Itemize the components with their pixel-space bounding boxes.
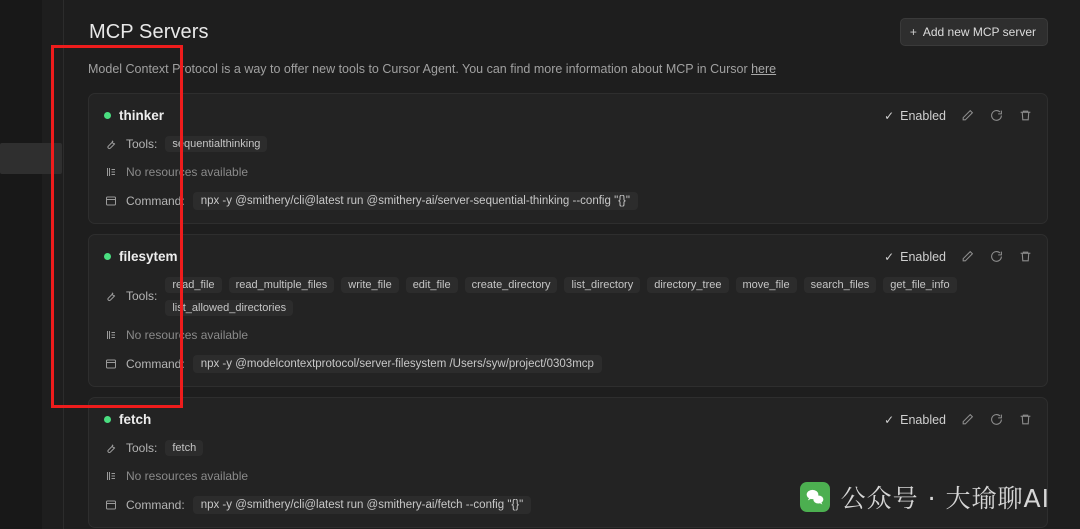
server-list [88,93,1048,528]
description-text: Model Context Protocol is a way to offer new tools to Cursor Agent. You can find more information about MCP in Cursor [88,62,752,76]
check-icon: ✓ [884,108,895,123]
terminal-icon [104,498,118,512]
server-actions [884,108,1033,123]
tools-row [104,136,1033,153]
server-identity [104,108,164,123]
pencil-icon[interactable] [960,412,975,427]
check-icon: ✓ [884,412,895,427]
plus-icon: + [909,25,917,39]
tool-tag[interactable]: write_file [341,277,398,293]
layers-icon [104,328,118,342]
wrench-icon [104,441,118,455]
layers-icon [104,165,118,179]
tool-tag[interactable]: search_files [804,277,877,293]
tool-tag[interactable]: read_multiple_files [229,277,335,293]
watermark-text: 公众号 · 大瑜聊AI [840,484,1050,513]
tool-tag[interactable]: get_file_info [883,277,956,293]
command-value[interactable]: npx -y @smithery/cli@latest run @smithery-ai/fetch --config "{}" [193,496,531,514]
tool-tag[interactable]: fetch [165,440,203,456]
resources-row [104,164,1033,181]
tool-tag[interactable]: edit_file [406,277,458,293]
status-badge[interactable] [884,109,946,123]
layers-icon [104,469,118,483]
tool-tag[interactable]: list_directory [564,277,640,293]
tools-label: Tools: [126,137,158,152]
wrench-icon [104,289,118,303]
add-new-mcp-server-label: Add new MCP server [922,25,1036,39]
page-title: MCP Servers [89,20,209,43]
pencil-icon[interactable] [960,249,975,264]
tool-tag[interactable]: move_file [736,277,797,293]
status-dot-green-icon [104,416,111,423]
tool-tag[interactable]: list_allowed_directories [165,300,293,316]
server-identity [104,412,151,427]
server-card-header [104,107,1033,125]
watermark [800,479,1050,515]
trash-icon[interactable] [1018,412,1033,427]
resources-label: No resources available [126,469,249,484]
status-badge[interactable] [884,250,946,264]
tool-tag[interactable]: read_file [165,277,221,293]
server-name: filesytem [119,249,178,265]
server-actions [884,249,1033,264]
panel-description [88,60,1048,79]
status-dot-green-icon [104,253,111,260]
refresh-icon[interactable] [989,108,1004,123]
status-label: Enabled [900,249,946,264]
mcp-docs-link[interactable]: here [751,62,777,76]
server-identity [104,249,178,264]
settings-panel [64,0,1080,529]
server-card-header [104,248,1033,266]
command-label: Command: [126,497,185,512]
command-value[interactable]: npx -y @smithery/cli@latest run @smithery-ai/server-sequential-thinking --config "{}" [193,192,638,210]
server-card-header [104,411,1033,429]
server-actions [884,412,1033,427]
server-name: thinker [119,108,165,124]
resources-label: No resources available [126,328,249,343]
wechat-icon [800,482,830,512]
tools-tag-list [165,440,203,456]
server-name: fetch [119,412,152,428]
refresh-icon[interactable] [989,412,1004,427]
status-dot-green-icon [104,112,111,119]
add-new-mcp-server-button[interactable] [900,18,1048,46]
sidebar-tab-placeholder[interactable] [0,143,62,174]
check-icon: ✓ [884,249,895,264]
command-row [104,355,1033,373]
resources-label: No resources available [126,165,249,180]
status-label: Enabled [900,108,946,123]
status-badge[interactable] [884,413,946,427]
panel-header [88,18,1048,46]
command-label: Command: [126,193,185,208]
tools-label: Tools: [126,441,158,456]
terminal-icon [104,357,118,371]
refresh-icon[interactable] [989,249,1004,264]
resources-row [104,327,1033,344]
tools-row [104,440,1033,457]
server-card [88,93,1048,224]
command-label: Command: [126,356,185,371]
wrench-icon [104,137,118,151]
trash-icon[interactable] [1018,108,1033,123]
tools-row [104,277,1033,316]
tools-label: Tools: [126,289,158,304]
tools-tag-list [165,136,267,152]
command-row [104,192,1033,210]
tool-tag[interactable]: sequentialthinking [165,136,267,152]
terminal-icon [104,194,118,208]
activity-bar [0,0,42,529]
pencil-icon[interactable] [960,108,975,123]
command-value[interactable]: npx -y @modelcontextprotocol/server-filesystem /Users/syw/project/0303mcp [193,355,602,373]
tool-tag[interactable]: create_directory [465,277,558,293]
tool-tag[interactable]: directory_tree [647,277,728,293]
status-label: Enabled [900,412,946,427]
trash-icon[interactable] [1018,249,1033,264]
server-card [88,234,1048,387]
tools-tag-list [165,277,1033,316]
